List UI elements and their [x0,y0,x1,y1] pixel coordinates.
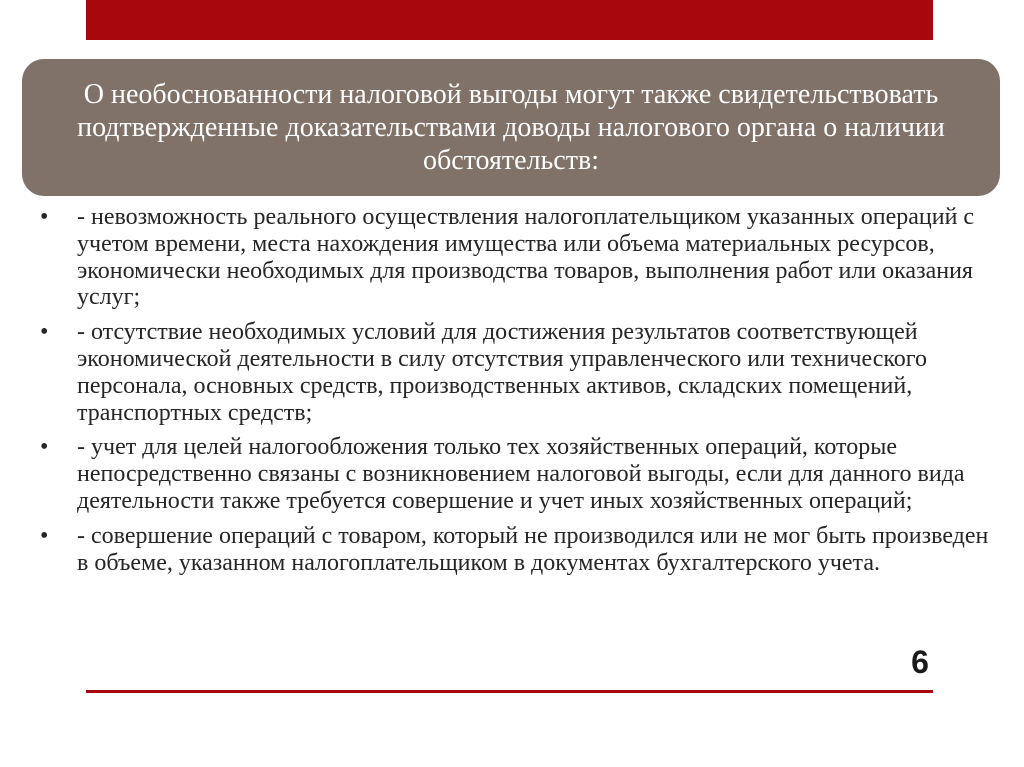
bottom-divider [86,690,933,693]
page-number: 6 [911,644,929,680]
bullet-text: - совершение операций с товаром, который не производился или не мог быть произведен в объеме, указанном налогоплательщиком в документах бухгалтерского учета. [77,522,989,576]
title-box [22,59,1000,196]
bullet-text: - учет для целей налогообложения только тех хозяйственных операций, которые непосредственно связаны с возникновением налоговой выгоды, если для данного вида деятельности также требуется совершение и учет иных хозяйственных операций; [77,434,965,514]
bullet-item [40,434,990,514]
bullet-dot-icon: • [40,204,49,230]
top-accent-bar [86,0,933,40]
slide-title: О необоснованности налоговой выгоды могут также свидетельствовать подтвержденные доказательствами доводы налогового органа о наличии обстоятельств: [77,79,945,176]
bullet-item [40,204,990,311]
bullet-item [40,319,990,426]
bullet-list [40,204,990,584]
bullet-dot-icon: • [40,319,49,346]
bullet-dot-icon: • [40,434,49,461]
bullet-item [40,523,990,577]
bullet-text: - отсутствие необходимых условий для достижения результатов соответствующей экономической деятельности в силу отсутствия управленческого или технического персонала, основных средств, производственных активов, складских помещений, транспортных средств; [77,319,928,426]
bullet-dot-icon: • [40,522,49,549]
bullet-text: - невозможность реального осуществления налогоплательщиком указанных операций с учетом времени, места нахождения имущества или объема материальных ресурсов, экономически необходимых для производства товаров, выполнения работ или оказания услуг; [77,204,975,311]
